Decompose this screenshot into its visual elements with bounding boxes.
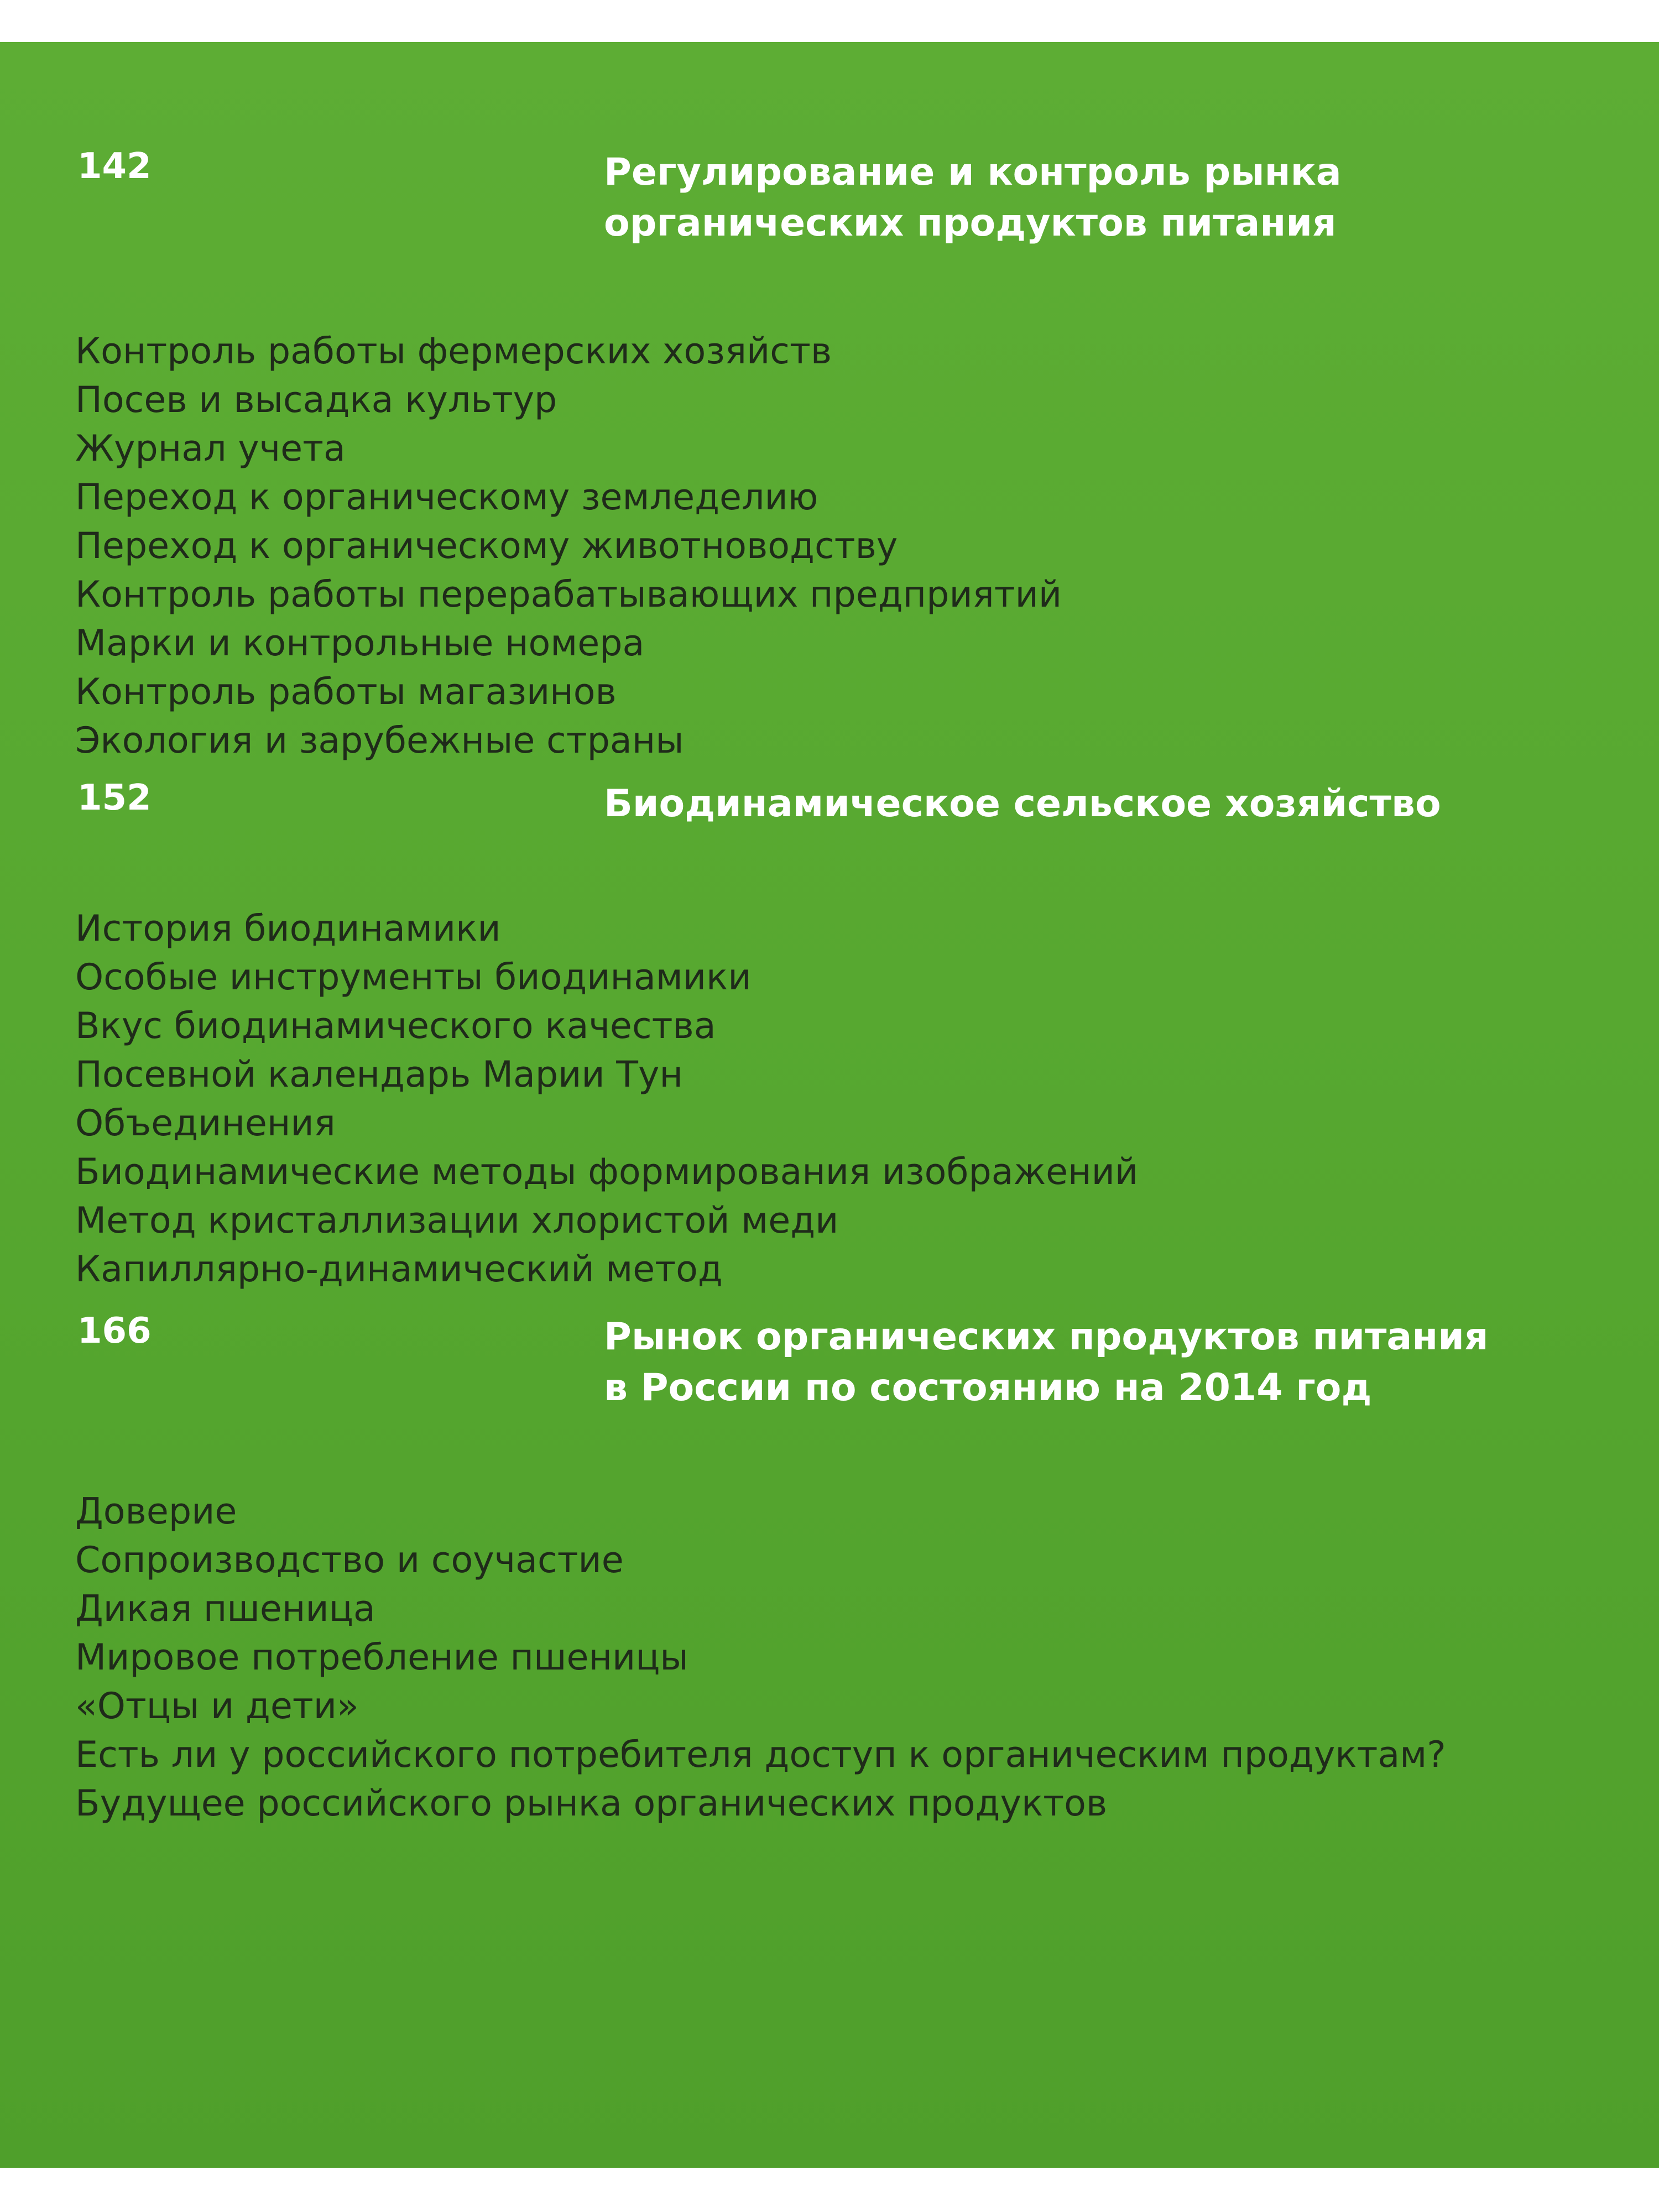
toc-page-number[interactable]: 152 xyxy=(77,778,152,818)
topic-list xyxy=(75,905,1138,1294)
toc-chapter-title[interactable] xyxy=(604,779,1610,830)
toc-topic-item[interactable]: Доверие xyxy=(75,1491,237,1532)
topic-list xyxy=(75,1488,1446,1828)
toc-topic-item[interactable]: Посевной календарь Марии Тун xyxy=(75,1054,683,1095)
toc-topic-item[interactable]: Контроль работы магазинов xyxy=(75,671,617,713)
toc-topic-item[interactable]: Контроль работы фермерских хозяйств xyxy=(75,331,832,372)
toc-topic-item[interactable]: Объединения xyxy=(75,1103,336,1144)
chapter-title-line: в России по состоянию на 2014 год xyxy=(604,1366,1372,1410)
chapter-title-line: Биодинамическое сельское хозяйство xyxy=(604,782,1441,826)
toc-topic-item[interactable]: Экология и зарубежные страны xyxy=(75,720,684,761)
toc-topic-item[interactable]: Сопроизводство и соучастие xyxy=(75,1540,624,1581)
toc-topic-item[interactable]: Контроль работы перерабатывающих предприятий xyxy=(75,574,1062,615)
toc-page-number[interactable]: 166 xyxy=(77,1311,152,1352)
toc-chapter-title[interactable] xyxy=(604,1312,1610,1413)
toc-topic-item[interactable]: Мировое потребление пшеницы xyxy=(75,1637,688,1678)
table-of-contents-page xyxy=(0,42,1659,2168)
toc-topic-item[interactable]: Дикая пшеница xyxy=(75,1588,375,1630)
toc-topic-item[interactable]: Капиллярно-динамический метод xyxy=(75,1249,723,1290)
toc-topic-item[interactable]: История биодинамики xyxy=(75,908,501,950)
chapter-title-line: Регулирование и контроль рынка xyxy=(604,150,1342,194)
toc-topic-item[interactable]: Посев и высадка культур xyxy=(75,379,557,421)
toc-topic-item[interactable]: Особые инструменты биодинамики xyxy=(75,957,752,998)
toc-topic-item[interactable]: Биодинамические методы формирования изображений xyxy=(75,1151,1139,1193)
toc-topic-item[interactable]: Переход к органическому животноводству xyxy=(75,525,898,567)
toc-topic-item[interactable]: Есть ли у российского потребителя доступ к органическим продуктам? xyxy=(75,1734,1446,1776)
toc-topic-item[interactable]: Марки и контрольные номера xyxy=(75,623,645,664)
toc-topic-item[interactable]: Будущее российского рынка органических продуктов xyxy=(75,1783,1108,1824)
toc-topic-item[interactable]: «Отцы и дети» xyxy=(75,1686,359,1727)
toc-page-number[interactable]: 142 xyxy=(77,146,152,187)
chapter-title-line: Рынок органических продуктов питания xyxy=(604,1315,1489,1359)
toc-chapter-title[interactable] xyxy=(604,147,1610,249)
chapter-title-line: органических продуктов питания xyxy=(604,201,1337,245)
toc-topic-item[interactable]: Вкус биодинамического качества xyxy=(75,1005,716,1047)
toc-topic-item[interactable]: Журнал учета xyxy=(75,428,346,469)
toc-topic-item[interactable]: Метод кристаллизации хлористой меди xyxy=(75,1200,839,1241)
toc-topic-item[interactable]: Переход к органическому земледелию xyxy=(75,477,818,518)
topic-list xyxy=(75,327,1062,765)
